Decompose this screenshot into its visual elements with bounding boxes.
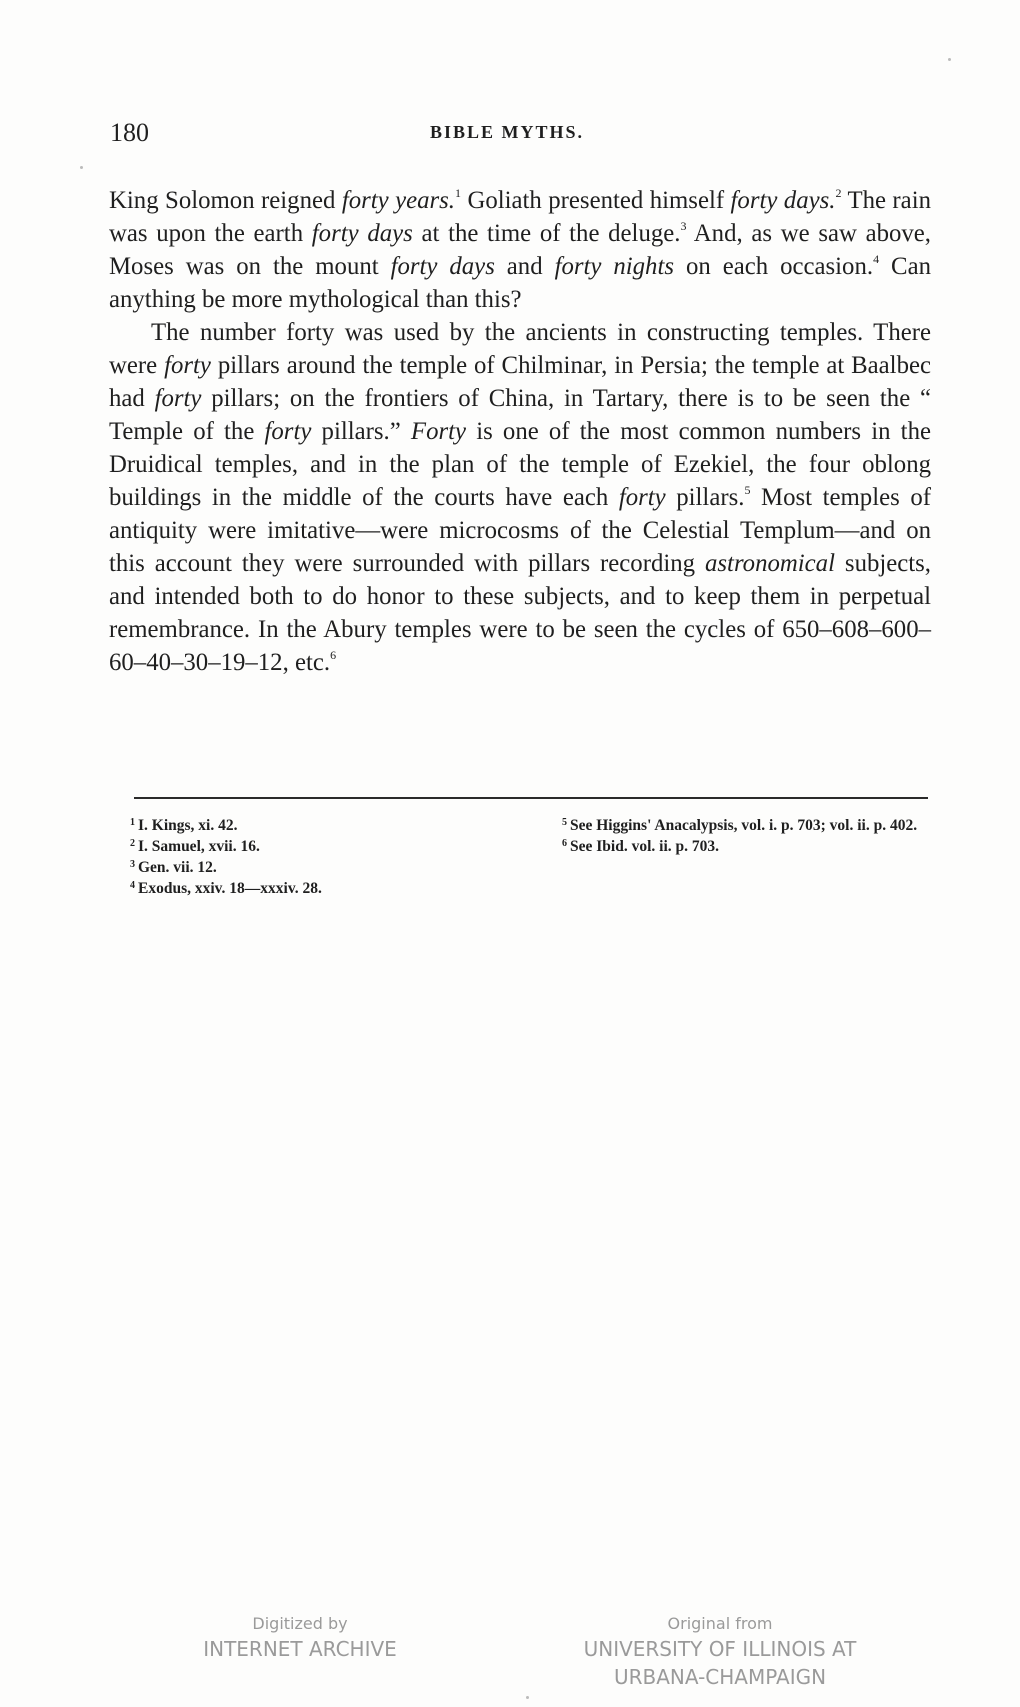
credit-label: Original from: [667, 1614, 773, 1633]
scan-speck: [526, 1696, 529, 1699]
footnotes-right-column: [562, 815, 934, 857]
footnote-6: [562, 836, 934, 857]
text-run: pillars around the temple of Chilminar, in Persia; the temple at Baalbec had: [109, 352, 931, 412]
footnote-ref-6: 6: [330, 648, 337, 662]
footnote-divider: [134, 797, 928, 799]
footnote-1: [130, 815, 510, 836]
text-run: And, as we saw above, Moses was on the mount: [109, 220, 931, 280]
footnote-text: I. Kings, xi. 42.: [138, 817, 238, 834]
text-run: pillars.: [665, 484, 745, 511]
text-run: on each occasion.: [674, 253, 874, 280]
italic-run: forty years.: [341, 187, 456, 214]
text-run: pillars.”: [311, 418, 411, 445]
credit-label: Digitized by: [252, 1614, 348, 1633]
footnote-mark: 4: [130, 880, 135, 891]
footnote-text: See Ibid. vol. ii. p. 703.: [570, 838, 719, 855]
paragraph-2: [109, 316, 931, 679]
footnote-4: [130, 878, 510, 899]
text-run: Most temples of antiquity were imitative—were microcosms of the Celestial Templum—and on this account they were surrounded with pillars recording: [109, 484, 931, 577]
scan-speck: [80, 166, 83, 169]
italic-run: forty days.: [730, 187, 836, 214]
footnote-text: See Higgins' Anacalypsis, vol. i. p. 703; vol. ii. p. 402.: [570, 817, 918, 834]
footnote-3: [130, 857, 510, 878]
italic-run: forty: [154, 385, 202, 412]
footnote-mark: 6: [562, 838, 567, 849]
text-run: at the time of the deluge.: [412, 220, 681, 247]
running-title: BIBLE MYTHS.: [430, 122, 585, 142]
text-run: is one of the most common numbers in the Druidical temples, and in the plan of the temple of Ezekiel, the four oblong buildings in the middle of the courts have each: [109, 418, 931, 511]
scan-speck: [948, 58, 951, 61]
footnote-mark: 5: [562, 817, 567, 828]
paragraph-1: [109, 184, 931, 316]
footnote-ref-1: 1: [455, 186, 462, 200]
footnote-ref-5: 5: [744, 483, 751, 497]
text-run: and: [494, 253, 555, 280]
footnote-ref-4: 4: [873, 252, 880, 266]
text-run: pillars; on the frontiers of China, in Tartary, there is to be seen the “ Temple of the: [109, 385, 931, 445]
italic-run: forty days: [311, 220, 413, 247]
italic-run: Forty: [410, 418, 467, 445]
italic-run: forty: [264, 418, 312, 445]
original-from-credit: [560, 1613, 880, 1691]
footnote-text: I. Samuel, xvii. 16.: [138, 838, 260, 855]
text-run: King Solomon reigned: [109, 187, 342, 214]
text-run: The number forty was used by the ancients in constructing temples. There were: [109, 319, 931, 379]
footnote-text: Gen. vii. 12.: [138, 859, 217, 876]
text-run: subjects, and intended both to do honor to these subjects, and to keep them in perpetual remembrance. In the Abury temples were to be seen the cycles of 650–608–600–60–40–30–19–12, etc.: [109, 550, 931, 676]
body-text: [109, 184, 931, 679]
italic-run: forty: [164, 352, 211, 379]
credit-name-line-1: UNIVERSITY OF ILLINOIS AT: [583, 1637, 857, 1661]
italic-run: forty nights: [554, 253, 674, 280]
footnotes-left-column: [130, 815, 510, 899]
footnote-text: Exodus, xxiv. 18—xxxiv. 28.: [138, 880, 322, 897]
text-run: Goliath presented himself: [461, 187, 731, 214]
digitized-by-credit: [170, 1613, 430, 1663]
footnote-2: [130, 836, 510, 857]
footnote-mark: 1: [130, 817, 135, 828]
footnote-ref-3: 3: [680, 219, 687, 233]
italic-run: forty days: [390, 253, 495, 280]
italic-run: astronomical: [705, 550, 835, 577]
text-run: The rain was upon the earth: [109, 187, 931, 247]
page-number: 180: [110, 118, 149, 147]
text-run: Can anything be more mythological than this?: [109, 253, 931, 313]
footnote-mark: 3: [130, 859, 135, 870]
credit-name-line-2: URBANA-CHAMPAIGN: [613, 1665, 827, 1689]
italic-run: forty: [618, 484, 666, 511]
footnote-mark: 2: [130, 838, 135, 849]
running-head: [110, 118, 930, 154]
credit-name: INTERNET ARCHIVE: [203, 1637, 397, 1661]
footnote-ref-2: 2: [835, 186, 842, 200]
footnote-5: [562, 815, 934, 836]
